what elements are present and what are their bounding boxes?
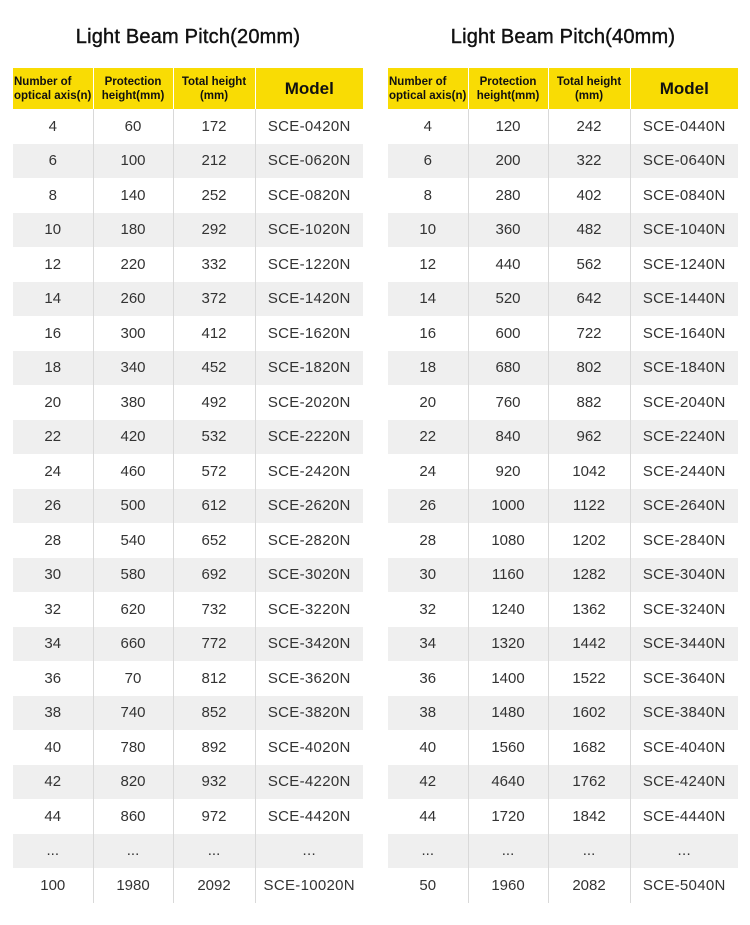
table-row (13, 489, 363, 524)
header-row (13, 68, 363, 109)
cell-total-height: 1122 (548, 489, 630, 524)
cell-total-height: 492 (173, 385, 255, 420)
table-row (388, 592, 738, 627)
table-row (13, 558, 363, 593)
cell-protection-height: 220 (93, 247, 173, 282)
cell-total-height: 612 (173, 489, 255, 524)
table-row (13, 765, 363, 800)
table-row (388, 351, 738, 386)
cell-model: SCE-2240N (630, 420, 738, 455)
table-title: Light Beam Pitch(20mm) (75, 26, 301, 48)
cell-protection-height: 660 (93, 627, 173, 662)
cell-protection-height: 780 (93, 730, 173, 765)
header-protection-line1: Protection (104, 75, 162, 88)
header-optical-axis (388, 68, 468, 109)
header-optical-axis-line2: optical axis(n) (389, 89, 467, 102)
table-row (13, 523, 363, 558)
cell-model: SCE-2040N (642, 393, 726, 411)
table-row (13, 420, 363, 455)
header-optical-axis-line2: optical axis(n) (14, 89, 92, 102)
table-row (388, 178, 738, 213)
table-row (13, 730, 363, 765)
cell-model: SCE-3640N (642, 669, 726, 687)
table-row (388, 247, 738, 282)
table-row (13, 454, 363, 489)
cell-model: SCE-3820N (255, 696, 363, 731)
cell-protection-height: 440 (468, 247, 548, 282)
header-protection-height (468, 68, 548, 109)
cell-model: SCE-3620N (267, 669, 351, 687)
cell-model: SCE-5040N (642, 876, 726, 894)
cell-model: SCE-0840N (642, 186, 726, 204)
cell-total-height: ... (173, 834, 255, 869)
header-total-line2: (mm) (574, 89, 604, 102)
cell-optical-axis: 40 (388, 730, 468, 765)
cell-optical-axis: 40 (13, 730, 93, 765)
cell-optical-axis: 6 (388, 144, 468, 179)
cell-optical-axis: 34 (13, 627, 93, 662)
cell-model: SCE-1620N (267, 324, 351, 342)
cell-optical-axis: 38 (388, 696, 468, 731)
cell-model: SCE-2020N (267, 393, 351, 411)
cell-optical-axis: 18 (388, 351, 468, 386)
table-panel-40mm (388, 0, 738, 903)
cell-total-height: 1602 (548, 696, 630, 731)
cell-total-height: 882 (548, 385, 630, 420)
table-row (388, 661, 738, 696)
cell-protection-height: 120 (468, 109, 548, 144)
header-model: Model (630, 68, 738, 109)
cell-total-height: 642 (548, 282, 630, 317)
table-row (388, 523, 738, 558)
table-row (388, 420, 738, 455)
cell-protection-height: 1240 (468, 592, 548, 627)
cell-protection-height: 420 (93, 420, 173, 455)
cell-total-height: 732 (173, 592, 255, 627)
table-title: Light Beam Pitch(40mm) (450, 26, 676, 48)
cell-protection-height: 820 (93, 765, 173, 800)
cell-optical-axis: 32 (13, 592, 93, 627)
table-row (388, 765, 738, 800)
cell-protection-height: 540 (93, 523, 173, 558)
cell-optical-axis: 16 (13, 316, 93, 351)
table-row (388, 109, 738, 144)
cell-protection-height: 860 (93, 799, 173, 834)
cell-model: SCE-2820N (267, 531, 351, 549)
cell-protection-height: ... (468, 834, 548, 869)
cell-optical-axis: 8 (13, 178, 93, 213)
cell-total-height: 412 (173, 316, 255, 351)
cell-protection-height: 1160 (468, 558, 548, 593)
table-row (388, 696, 738, 731)
table-row (13, 351, 363, 386)
header-model: Model (255, 68, 363, 109)
cell-protection-height: 500 (93, 489, 173, 524)
cell-total-height: 2092 (173, 868, 255, 903)
cell-model: SCE-3020N (255, 558, 363, 593)
cell-total-height: 932 (173, 765, 255, 800)
cell-total-height: 562 (548, 247, 630, 282)
cell-protection-height: 1320 (468, 627, 548, 662)
cell-model: SCE-1220N (267, 255, 351, 273)
cell-optical-axis: 28 (13, 523, 93, 558)
cell-model: SCE-1820N (255, 351, 363, 386)
cell-optical-axis: 26 (13, 489, 93, 524)
table-row (388, 213, 738, 248)
table-row (13, 282, 363, 317)
cell-optical-axis: 20 (388, 385, 468, 420)
cell-model: SCE-3840N (630, 696, 738, 731)
cell-model: SCE-2840N (642, 531, 726, 549)
cell-optical-axis: 20 (13, 385, 93, 420)
cell-total-height: 252 (173, 178, 255, 213)
table-row (388, 144, 738, 179)
cell-model: SCE-0420N (267, 117, 351, 135)
cell-total-height: 1362 (548, 592, 630, 627)
cell-total-height: 292 (173, 213, 255, 248)
cell-model: SCE-3420N (255, 627, 363, 662)
cell-model: SCE-0820N (267, 186, 351, 204)
cell-protection-height: 140 (93, 178, 173, 213)
cell-protection-height: 100 (93, 144, 173, 179)
cell-model: SCE-1640N (642, 324, 726, 342)
cell-optical-axis: 34 (388, 627, 468, 662)
cell-optical-axis: ... (388, 834, 468, 869)
cell-model: SCE-1420N (255, 282, 363, 317)
cell-total-height: 402 (548, 178, 630, 213)
cell-total-height: 2082 (548, 868, 630, 903)
cell-model: SCE-2620N (255, 489, 363, 524)
cell-total-height: 1762 (548, 765, 630, 800)
cell-total-height: 1522 (548, 661, 630, 696)
cell-model: SCE-1240N (642, 255, 726, 273)
table-row (13, 799, 363, 834)
cell-optical-axis: 12 (13, 247, 93, 282)
table-row (13, 316, 363, 351)
cell-optical-axis: 10 (388, 213, 468, 248)
header-optical-axis-line1: Number of (389, 75, 447, 88)
table-row (13, 247, 363, 282)
cell-protection-height: 580 (93, 558, 173, 593)
cell-optical-axis: 8 (388, 178, 468, 213)
cell-optical-axis: 14 (13, 282, 93, 317)
cell-total-height: 242 (548, 109, 630, 144)
table-row (13, 592, 363, 627)
table-row (13, 178, 363, 213)
cell-protection-height: 1480 (468, 696, 548, 731)
table-row (13, 627, 363, 662)
cell-model: SCE-10020N (263, 876, 355, 894)
cell-total-height: ... (548, 834, 630, 869)
cell-optical-axis: 42 (388, 765, 468, 800)
table-row (13, 834, 363, 869)
table-row (13, 144, 363, 179)
cell-optical-axis: 24 (13, 454, 93, 489)
cell-model: SCE-3440N (630, 627, 738, 662)
cell-protection-height: 1080 (468, 523, 548, 558)
cell-model: SCE-1440N (630, 282, 738, 317)
cell-total-height: 692 (173, 558, 255, 593)
header-optical-axis-line1: Number of (14, 75, 72, 88)
header-total-line1: Total height (181, 75, 247, 88)
cell-optical-axis: 32 (388, 592, 468, 627)
header-total-line2: (mm) (199, 89, 229, 102)
cell-protection-height: 1000 (468, 489, 548, 524)
cell-optical-axis: 14 (388, 282, 468, 317)
cell-optical-axis: 50 (388, 868, 468, 903)
cell-optical-axis: 28 (388, 523, 468, 558)
cell-total-height: 802 (548, 351, 630, 386)
cell-protection-height: 1560 (468, 730, 548, 765)
cell-optical-axis: 6 (13, 144, 93, 179)
cell-total-height: 332 (173, 247, 255, 282)
cell-model: SCE-0620N (255, 144, 363, 179)
cell-protection-height: 300 (93, 316, 173, 351)
cell-total-height: 812 (173, 661, 255, 696)
cell-protection-height: 620 (93, 592, 173, 627)
header-protection-line2: height(mm) (101, 89, 165, 102)
cell-protection-height: 4640 (468, 765, 548, 800)
table-row (13, 385, 363, 420)
cell-optical-axis: 22 (388, 420, 468, 455)
cell-total-height: 722 (548, 316, 630, 351)
cell-total-height: 1442 (548, 627, 630, 662)
cell-protection-height: 70 (93, 661, 173, 696)
cell-optical-axis: ... (13, 834, 93, 869)
cell-protection-height: 920 (468, 454, 548, 489)
cell-model: SCE-1840N (630, 351, 738, 386)
cell-optical-axis: 36 (13, 661, 93, 696)
header-protection-line2: height(mm) (476, 89, 540, 102)
cell-model: SCE-2440N (642, 462, 726, 480)
cell-model: SCE-4040N (642, 738, 726, 756)
cell-total-height: 482 (548, 213, 630, 248)
table-panel-20mm (13, 0, 363, 903)
cell-protection-height: ... (93, 834, 173, 869)
cell-optical-axis: 30 (13, 558, 93, 593)
header-protection-height (93, 68, 173, 109)
table-row (388, 316, 738, 351)
cell-total-height: 972 (173, 799, 255, 834)
cell-total-height: 532 (173, 420, 255, 455)
cell-total-height: 892 (173, 730, 255, 765)
cell-model: SCE-4420N (267, 807, 351, 825)
cell-optical-axis: 38 (13, 696, 93, 731)
cell-protection-height: 280 (468, 178, 548, 213)
table-row (388, 489, 738, 524)
cell-total-height: 1842 (548, 799, 630, 834)
cell-optical-axis: 22 (13, 420, 93, 455)
cell-optical-axis: 10 (13, 213, 93, 248)
table-row (388, 834, 738, 869)
header-row (388, 68, 738, 109)
header-optical-axis (13, 68, 93, 109)
cell-total-height: 962 (548, 420, 630, 455)
cell-protection-height: 360 (468, 213, 548, 248)
cell-total-height: 852 (173, 696, 255, 731)
cell-total-height: 372 (173, 282, 255, 317)
cell-model: ... (255, 834, 363, 869)
cell-optical-axis: 18 (13, 351, 93, 386)
header-protection-line1: Protection (479, 75, 537, 88)
table-row (13, 696, 363, 731)
table-row (388, 730, 738, 765)
cell-total-height: 452 (173, 351, 255, 386)
cell-optical-axis: 4 (388, 109, 468, 144)
cell-model: SCE-3220N (267, 600, 351, 618)
cell-total-height: 772 (173, 627, 255, 662)
table-row (388, 799, 738, 834)
table-row (13, 213, 363, 248)
cell-optical-axis: 26 (388, 489, 468, 524)
table-row (388, 558, 738, 593)
cell-protection-height: 1960 (468, 868, 548, 903)
header-total-line1: Total height (556, 75, 622, 88)
cell-protection-height: 520 (468, 282, 548, 317)
cell-model: SCE-4220N (255, 765, 363, 800)
cell-optical-axis: 44 (388, 799, 468, 834)
cell-model: SCE-3040N (630, 558, 738, 593)
cell-model: SCE-2640N (630, 489, 738, 524)
table-row (388, 627, 738, 662)
cell-model: SCE-4020N (267, 738, 351, 756)
cell-optical-axis: 16 (388, 316, 468, 351)
cell-protection-height: 1980 (93, 868, 173, 903)
cell-protection-height: 600 (468, 316, 548, 351)
spec-table-20mm (13, 68, 363, 903)
table-row (388, 282, 738, 317)
cell-optical-axis: 44 (13, 799, 93, 834)
cell-model: SCE-3240N (642, 600, 726, 618)
cell-model: SCE-2220N (255, 420, 363, 455)
header-total-height (548, 68, 630, 109)
table-row (388, 385, 738, 420)
table-row (388, 454, 738, 489)
cell-model: SCE-4240N (630, 765, 738, 800)
cell-protection-height: 180 (93, 213, 173, 248)
header-total-height (173, 68, 255, 109)
cell-model: SCE-0640N (630, 144, 738, 179)
cell-total-height: 1202 (548, 523, 630, 558)
cell-protection-height: 260 (93, 282, 173, 317)
cell-optical-axis: 100 (13, 868, 93, 903)
cell-total-height: 1042 (548, 454, 630, 489)
cell-protection-height: 200 (468, 144, 548, 179)
cell-protection-height: 680 (468, 351, 548, 386)
cell-optical-axis: 12 (388, 247, 468, 282)
cell-protection-height: 380 (93, 385, 173, 420)
cell-model: SCE-4440N (642, 807, 726, 825)
table-row (13, 661, 363, 696)
cell-optical-axis: 4 (13, 109, 93, 144)
cell-total-height: 322 (548, 144, 630, 179)
cell-protection-height: 1720 (468, 799, 548, 834)
cell-optical-axis: 30 (388, 558, 468, 593)
cell-protection-height: 740 (93, 696, 173, 731)
cell-optical-axis: 36 (388, 661, 468, 696)
cell-total-height: 652 (173, 523, 255, 558)
cell-model: SCE-1040N (630, 213, 738, 248)
cell-protection-height: 460 (93, 454, 173, 489)
cell-protection-height: 60 (93, 109, 173, 144)
cell-model: SCE-2420N (267, 462, 351, 480)
table-row (13, 868, 363, 903)
table-row (13, 109, 363, 144)
cell-total-height: 1682 (548, 730, 630, 765)
cell-protection-height: 760 (468, 385, 548, 420)
cell-optical-axis: 42 (13, 765, 93, 800)
cell-protection-height: 1400 (468, 661, 548, 696)
cell-model: ... (630, 834, 738, 869)
cell-model: SCE-0440N (642, 117, 726, 135)
cell-optical-axis: 24 (388, 454, 468, 489)
cell-total-height: 212 (173, 144, 255, 179)
cell-protection-height: 340 (93, 351, 173, 386)
spec-table-40mm (388, 68, 738, 903)
cell-model: SCE-1020N (255, 213, 363, 248)
cell-total-height: 1282 (548, 558, 630, 593)
cell-total-height: 172 (173, 109, 255, 144)
table-row (388, 868, 738, 903)
cell-protection-height: 840 (468, 420, 548, 455)
cell-total-height: 572 (173, 454, 255, 489)
